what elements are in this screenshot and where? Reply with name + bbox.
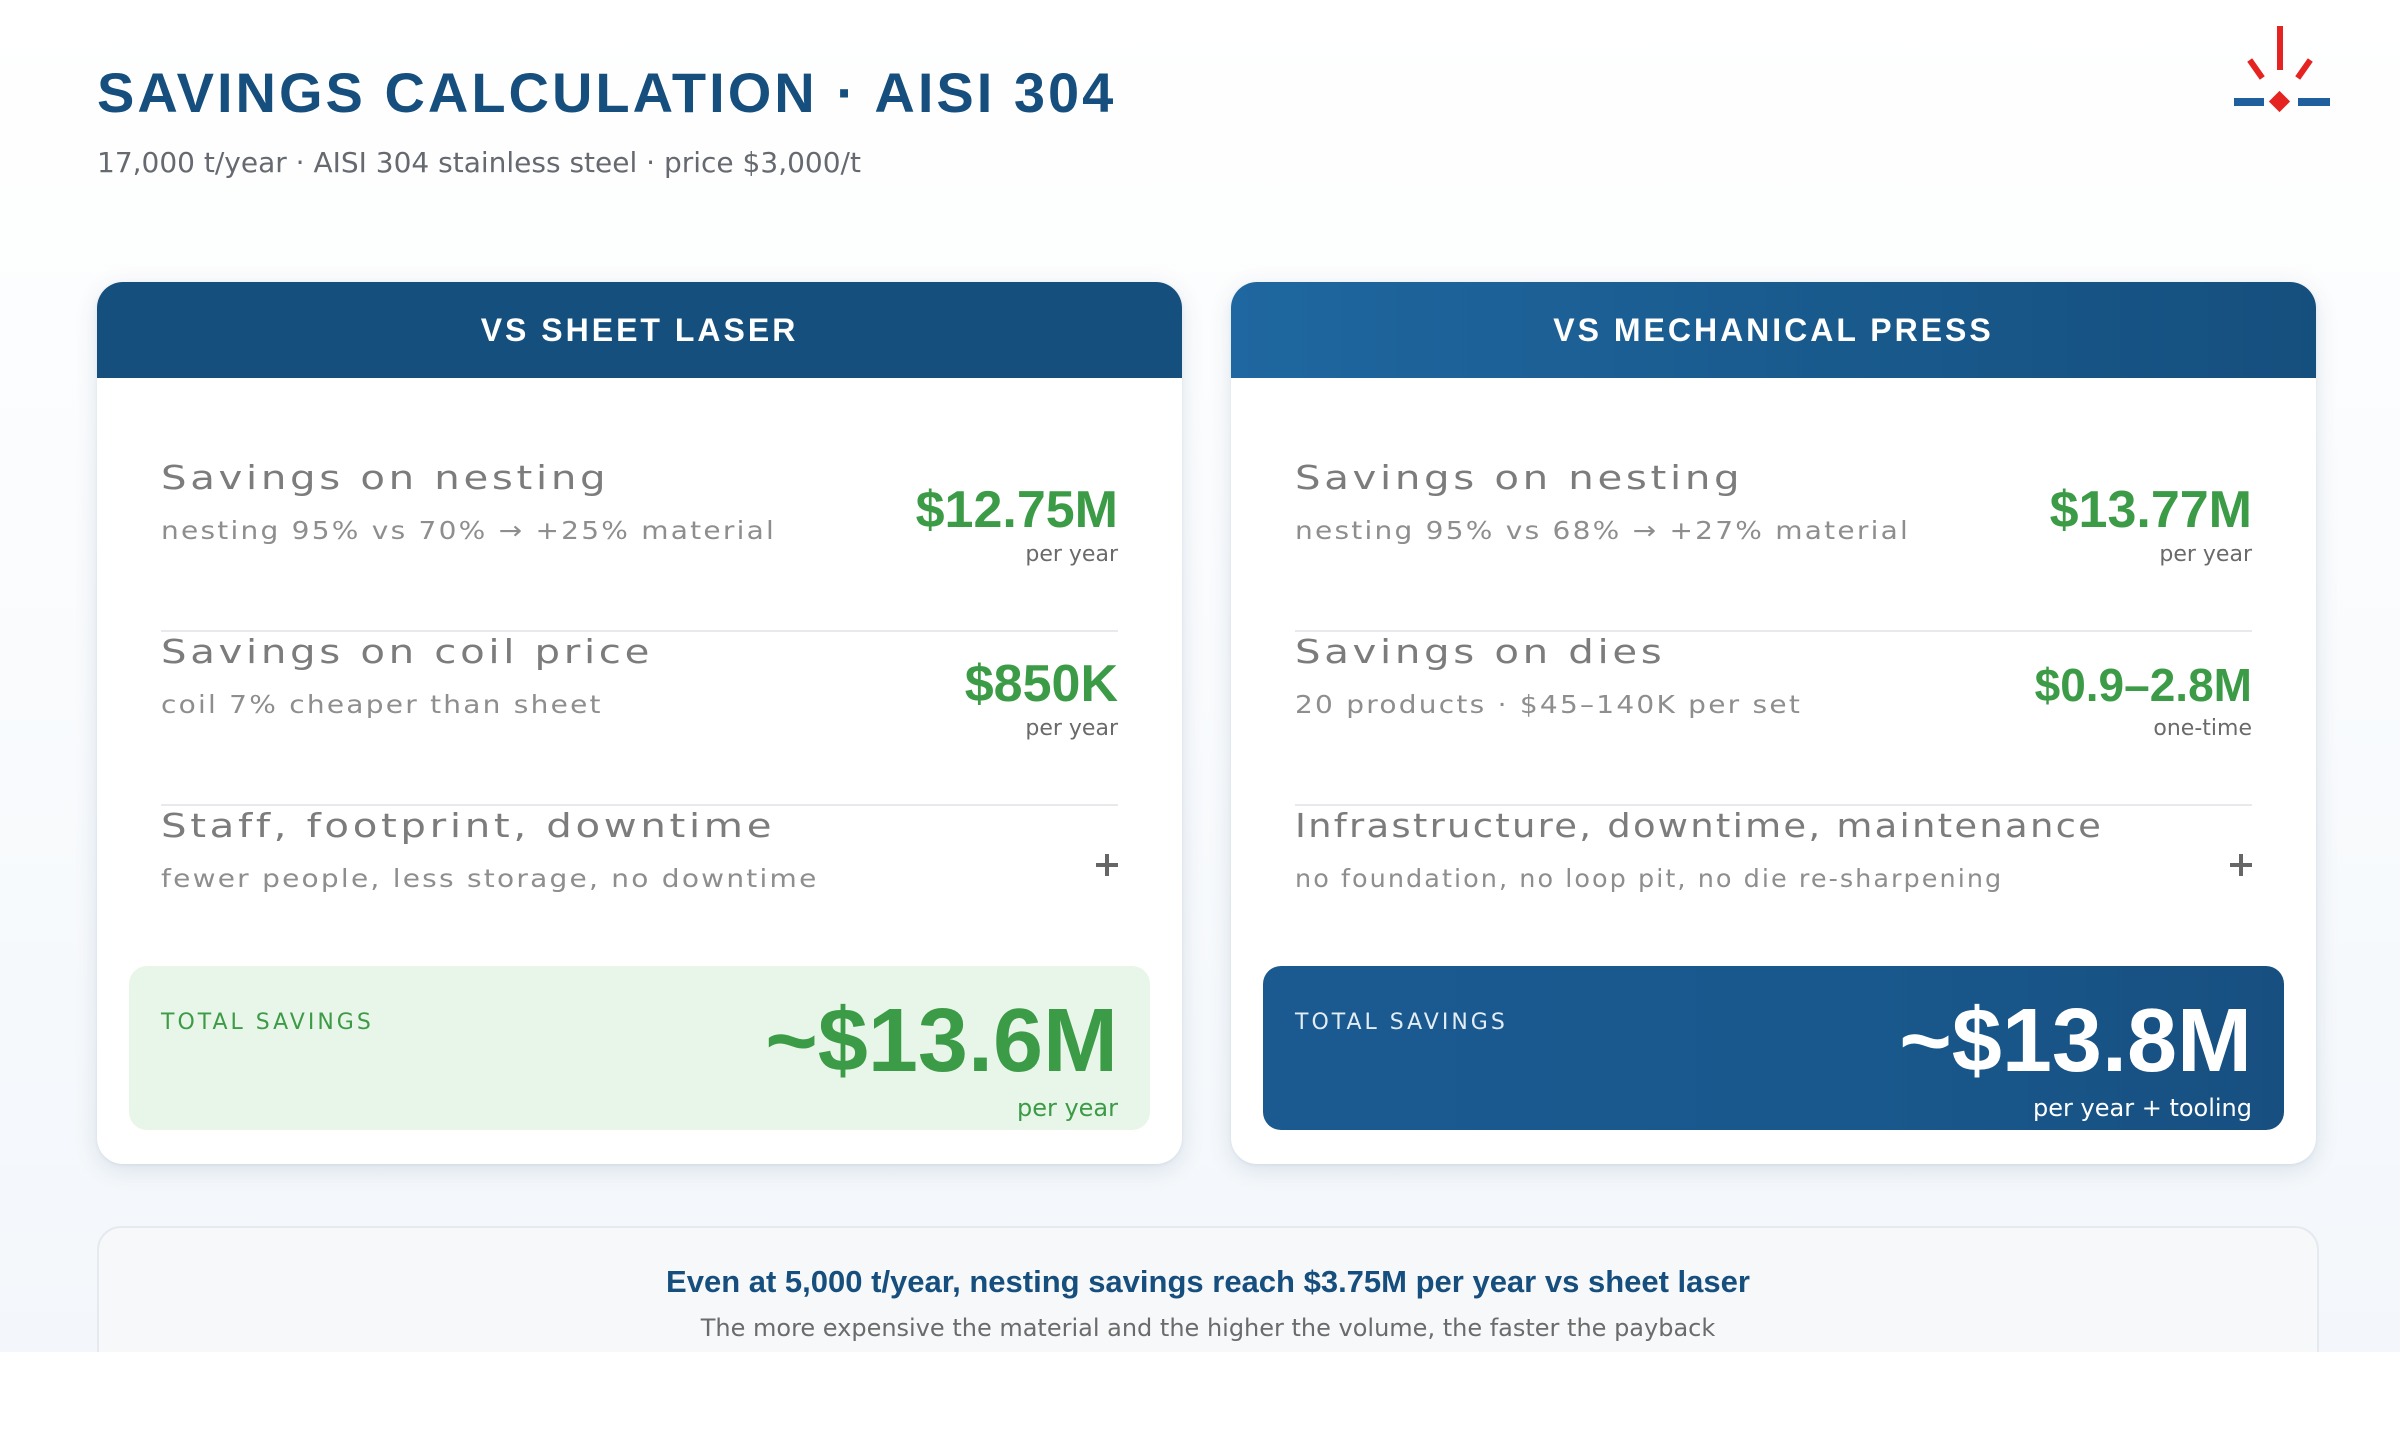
- row-description: nesting 95% vs 68% → +27% material: [1295, 516, 1911, 545]
- row-title: Staff, footprint, downtime: [161, 806, 776, 845]
- page-subtitle: 17,000 t/year · AISI 304 stainless steel · price $3,000/t: [97, 146, 861, 179]
- row-description: nesting 95% vs 70% → +25% material: [161, 516, 777, 545]
- card-header: VS SHEET LASER: [97, 282, 1182, 378]
- row-value: $12.75M: [915, 481, 1118, 539]
- plus-icon: [2230, 854, 2252, 876]
- row-value: $13.77M: [2049, 481, 2252, 539]
- total-label: TOTAL SAVINGS: [161, 1010, 374, 1035]
- row-other-savings: [161, 806, 1118, 978]
- total-value: ~$13.8M: [1899, 991, 2252, 1091]
- row-title: Infrastructure, downtime, maintenance: [1295, 806, 2104, 845]
- row-description: fewer people, less storage, no downtime: [161, 864, 819, 893]
- row-title: Savings on nesting: [1295, 458, 1744, 497]
- total-label: TOTAL SAVINGS: [1295, 1010, 1508, 1035]
- row-unit: per year: [2159, 542, 2252, 567]
- footer-note: [97, 1226, 2319, 1352]
- spark-logo-icon: [2230, 24, 2334, 134]
- row-unit: one-time: [2153, 716, 2252, 741]
- card-vs-sheet-laser: [97, 282, 1182, 1164]
- total-value: ~$13.6M: [765, 991, 1118, 1091]
- total-savings-panel: [129, 966, 1150, 1130]
- row-description: coil 7% cheaper than sheet: [161, 690, 603, 719]
- card-vs-mechanical-press: [1231, 282, 2316, 1164]
- row-title: Savings on nesting: [161, 458, 610, 497]
- page-title: SAVINGS CALCULATION · AISI 304: [97, 61, 1117, 124]
- plus-icon: [1096, 854, 1118, 876]
- row-unit: per year: [1025, 542, 1118, 567]
- card-header: VS MECHANICAL PRESS: [1231, 282, 2316, 378]
- row-dies-savings: [1295, 632, 2252, 806]
- row-value: $850K: [964, 655, 1118, 713]
- footer-headline: Even at 5,000 t/year, nesting savings reach $3.75M per year vs sheet laser: [666, 1264, 1750, 1299]
- total-unit: per year: [1016, 1094, 1118, 1122]
- footer-subline: The more expensive the material and the higher the volume, the faster the payback: [700, 1314, 1716, 1342]
- total-savings-panel: [1263, 966, 2284, 1130]
- row-nesting-savings: [161, 458, 1118, 632]
- total-unit: per year + tooling: [2033, 1094, 2252, 1122]
- row-coil-price-savings: [161, 632, 1118, 806]
- row-title: Savings on dies: [1295, 632, 1666, 671]
- row-nesting-savings: [1295, 458, 2252, 632]
- row-other-savings: [1295, 806, 2252, 978]
- row-description: no foundation, no loop pit, no die re-sharpening: [1295, 864, 2004, 893]
- row-unit: per year: [1025, 716, 1118, 741]
- row-value: $0.9–2.8M: [2034, 659, 2252, 711]
- row-title: Savings on coil price: [161, 632, 654, 671]
- row-description: 20 products · $45–140K per set: [1295, 690, 1803, 719]
